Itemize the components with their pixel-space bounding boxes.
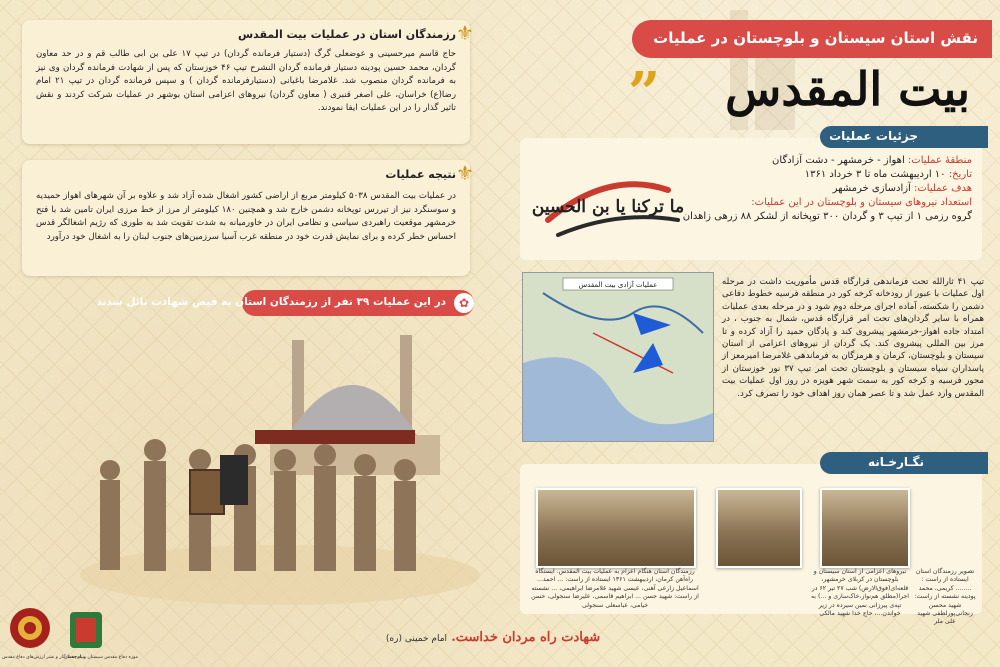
- footer-source: امام خمینی (ره): [385, 634, 448, 644]
- rose-icon: ✿: [454, 293, 474, 313]
- calligraphy-emblem: [528, 150, 688, 254]
- museum-logo-icon: [6, 604, 54, 654]
- gallery-box: [520, 464, 982, 626]
- details-tab: [820, 126, 988, 148]
- calligraphy-text: ما ترکنا یا بن الحسین: [531, 197, 685, 217]
- goal-line: هدف عملیات: آزادسازی خرمشهر: [832, 183, 972, 194]
- photo-3: [536, 488, 696, 568]
- header-ribbon: [632, 20, 992, 58]
- photo-2: [820, 488, 910, 568]
- photo-1: [716, 488, 802, 568]
- result-text: در عملیات بیت المقدس ۵۰۳۸ کیلومتر مربع از اراضی کشور اشغال شده آزاد شد و علاوه بر آن شهرهای اهواز حمیدیه و سوسنگرد نیز از تیررس توپخانه دشمن خارج شد و همچنین ۱۸۰ کیلومتر از مرز از خط مرزی ایران تامین شد با فتح خرمشهر موقعیت راهبردی سیاسی و نظامی ایران در خاورمیانه به شدت تقویت شد به طوری که رژیم اشغالگر قدس احساس خطر کرده و برای نمایش قدرت خود در منطقه غرب آسیا سرزمین‌های جنوب لبنان را به اشغال خود درآورد: [36, 191, 456, 242]
- gallery-tab: [820, 452, 988, 474]
- soldiers-illustration: [70, 320, 490, 610]
- page-title: بیت المقدس: [725, 62, 970, 116]
- fleur-icon: ⚜: [456, 21, 474, 45]
- gallery-tab-label: نگـارخـانه: [867, 455, 924, 469]
- photo-2-caption: نیروهای اعزامی از استان سیستان و بلوچستان در کربلای خرمشهر، قلعه‌ای(فوق‌الارض) شب ۲۷ تیر ۶۲ در اجرا(مطلق هم‌نواز،خاک‌ساری و ...) به تپه‌ی پیرزانی نمین سیرده در زیر خواندن...، حاج خدا شهید مالکی: [810, 568, 910, 618]
- martyr-banner: [96, 290, 474, 316]
- sistan-museum-logo-icon: [62, 604, 110, 654]
- svg-text:عملیات آزادی بیت المقدس: عملیات آزادی بیت المقدس: [578, 281, 658, 289]
- commanders-title: رزمندگان استان در عملیات بیت المقدس: [237, 28, 456, 41]
- portrait-frame: [190, 470, 224, 514]
- sistan-logo-caption: موزه دفاع مقدس سیستان و بلوچستان: [64, 655, 138, 660]
- black-flag: [220, 455, 248, 505]
- operation-map: [522, 272, 714, 442]
- martyr-banner-text: در این عملیات ۳۹ نفر از رزمندگان استان به فیض شهادت نائل شدند: [96, 296, 446, 308]
- forces-label: استعداد نیروهای سیستان و بلوچستان در این عملیات:: [751, 197, 972, 208]
- result-title: نتیجه عملیات: [385, 168, 456, 181]
- map-description: تیپ ۴۱ ثارالله تحت فرماندهی قرارگاه قدس مأموریت داشت در مرحله اول عملیات با عبور از رودخانه کرخه کور در منطقه فرسیه خطوط دفاعی دشمن را شکسته، آماده اجرای مرحله دوم شود و در مرحله بعدی عملیات همراه با سایر گردان‌های تحت امر قرارگاه قدس، شمال به جنوب ، در امتداد جاده اهواز-خرمشهر پیشروی کند و پادگان حمید را آزاد کرده و تا مرز بین المللی پیشروی کند. یک گردان از نیروهای اعزامی از استان سیستان و بلوچستان، کرمان و هرمزگان به فرماندهی غلامرضا امیرمعز از پاسداران سپاه سیستان و بلوچستان تحت امر تیپ ۳۷ نور خوزستان از محور فرسیه و کرخه کور به سمت شهر هویزه در روز اول عملیات بیت المقدس وارد عمل شد و تا عصر همان روز اهداف خود را تصرف کرد.: [722, 277, 984, 399]
- details-tab-label: جزئیات عملیات: [829, 129, 918, 143]
- museum-logo-caption: بنیاد حفظ آثار و نشر ارزش‌های دفاع مقدس: [2, 655, 86, 660]
- header-ribbon-text: نقش استان سیستان و بلوچستان در عملیات: [653, 29, 978, 47]
- date-line: تاریخ: ۱۰ اردیبهشت ماه تا ۳ خرداد ۱۳۶۱: [804, 169, 972, 180]
- fleur-icon: ⚜: [456, 161, 474, 185]
- photo-3-caption: رزمندگان استان هنگام اعزام به عملیات بیت المقدس. ایستگاه راه‌آهن کرمان، اردیبهشت ۱۳۶۱ ایستاده از راست: ... احمد... اسماعیل زارعی آهنی، عیسی شهید غلامرضا ابراهیمی، ... نشسته از راست: شهید حسن ... ابراهیم قاسمی، علیرضا سنجولی، حسن خیامی، عباسعلی سنجولی: [531, 568, 699, 609]
- forces-value: گروه رزمی ۱ از تیپ ۳ و گردان ۳۰۰ توپخانه از لشکر ۸۸ زرهی زاهدان: [682, 211, 972, 222]
- commanders-text: حاج قاسم میرحسینی و عوضعلی گرگ (دستیار فرمانده گردان) در تیپ ۱۷ علی بن ابی طالب قم و در حد معاون گردان، محمد حسین پودینه دستیار فرمانده گردان النشرح تیپ ۴۶ خوزستان که پس از شهادت فرمانده گردان وی نیز به فرمانده گردان منصوب شد. غلامرضا باغبانی (دستیارفرمانده گردان ) و سپس فرمانده گردان در تیپ ۲۱ امام رضا(ع) خراسان، علی اصغر قنبری ( معاون گردان) نیروهای اعزامی استان بوشهر در عملیات شرکت کردند و نقش تاثیر گذار را در این عملیات ایفا نمودند.: [36, 49, 456, 113]
- map-graphic: [523, 273, 713, 441]
- footer-quote: [360, 630, 626, 645]
- result-box: [22, 160, 474, 276]
- footer-slogan: شهادت راه مردان خداست.: [451, 630, 601, 645]
- commanders-box: [22, 20, 474, 144]
- quote-icon: ”: [628, 60, 661, 126]
- region-line: منطقهٔ عملیات: اهواز - خرمشهر - دشت آزادگان: [772, 155, 972, 166]
- photo-1-caption: تصویر رزمندگان استان ایستاده از راست : ........ کریمی، محمد پودینه نشسته از راست: شهید محسن زنجانی‌پور‌لطفی شهید علی ملر: [914, 568, 976, 626]
